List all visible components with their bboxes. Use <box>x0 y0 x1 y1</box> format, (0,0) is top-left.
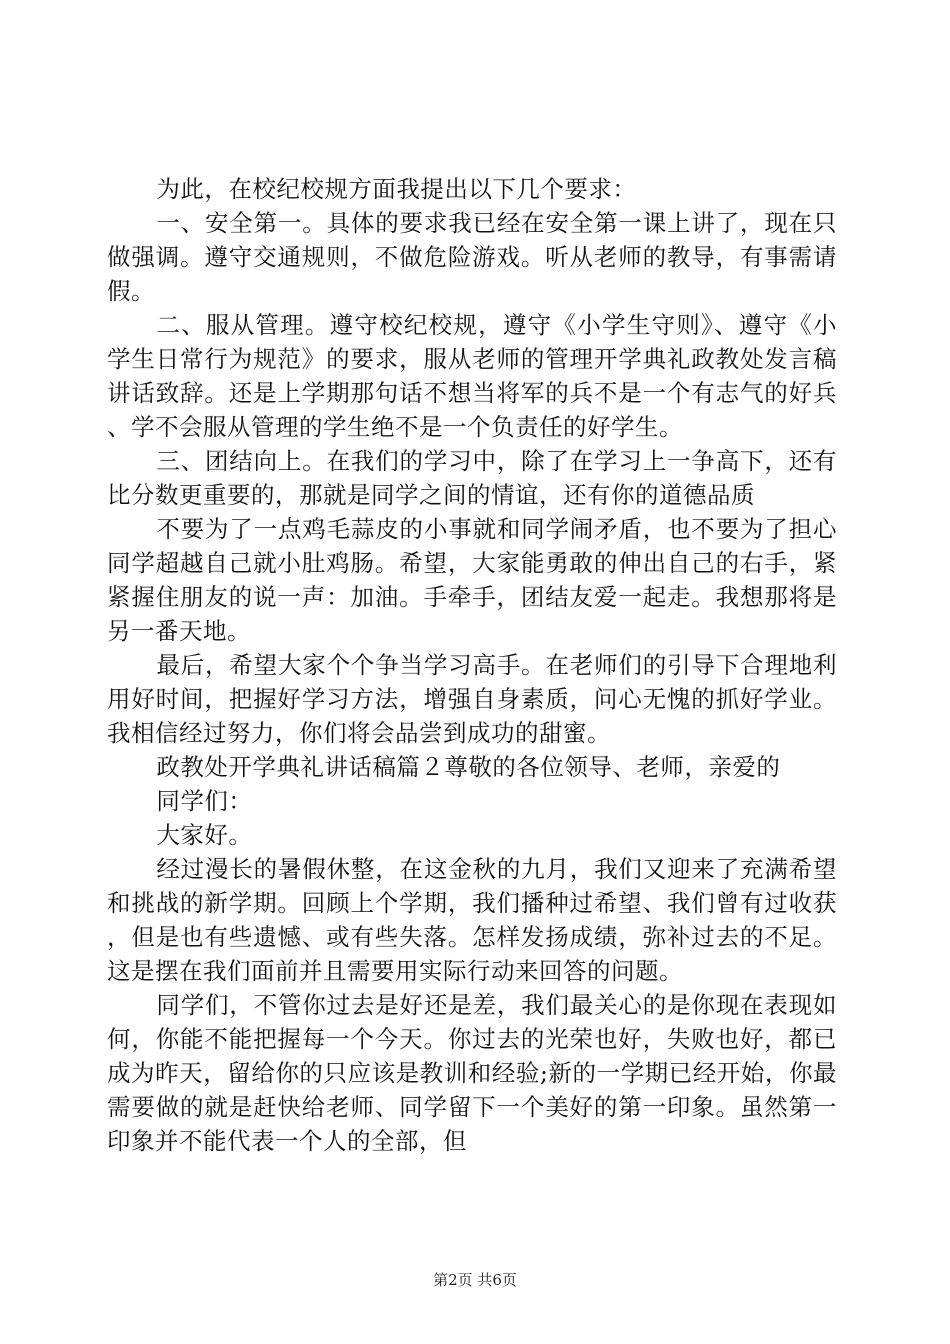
page-number-footer: 第2页 共6页 <box>433 1271 517 1289</box>
paragraph-first-impression: 同学们，不管你过去是好还是差，我们最关心的是你现在表现如何，你能不能把握每一个今天。你过去的光荣也好，失败也好，都已成为昨天，留给你的只应该是教训和经验;新的一学期已经开始，你最需要做的就是赶快给老师、同学留下一个美好的第一印象。虽然第一印象并不能代表一个人的全部，但 <box>107 991 837 1155</box>
paragraph-safety-first: 一、安全第一。具体的要求我已经在安全第一课上讲了，现在只做强调。遵守交通规则，不做危险游戏。听从老师的教导，有事需请假。 <box>107 209 837 305</box>
paragraph-no-conflict: 不要为了一点鸡毛蒜皮的小事就和同学闹矛盾，也不要为了担心同学超越自己就小肚鸡肠。希望，大家能勇敢的伸出自己的右手，紧紧握住朋友的说一声：加油。手牵手，团结友爱一起走。我想那将是另一番天地。 <box>107 515 837 645</box>
paragraph-finally: 最后，希望大家个个争当学习高手。在老师们的引导下合理地利用好时间，把握好学习方法，增强自身素质，问心无愧的抓好学业。我相信经过努力，你们将会品尝到成功的甜蜜。 <box>107 651 837 747</box>
paragraph-speech-2-heading: 政教处开学典礼讲话稿篇２尊敬的各位领导、老师，亲爱的 <box>156 753 781 781</box>
paragraph-greeting: 大家好。 <box>156 821 253 849</box>
paragraph-salutation: 同学们： <box>156 787 253 815</box>
paragraph-requirements-intro: 为此，在校纪校规方面我提出以下几个要求： <box>156 175 637 203</box>
paragraph-obey-management: 二、服从管理。遵守校纪校规，遵守《小学生守则》、遵守《小学生日常行为规范》的要求，服从老师的管理开学典礼政教处发言稿讲话致辞。还是上学期那句话不想当将军的兵不是一个有志气的好兵、学不会服从管理的学生绝不是一个负责任的好学生。 <box>107 311 837 441</box>
paragraph-unity: 三、团结向上。在我们的学习中，除了在学习上一争高下，还有比分数更重要的，那就是同学之间的情谊，还有你的道德品质 <box>107 447 837 509</box>
document-body <box>107 172 837 1158</box>
paragraph-new-semester: 经过漫长的暑假休整，在这金秋的九月，我们又迎来了充满希望和挑战的新学期。回顾上个学期，我们播种过希望、我们曾有过收获，但是也有些遗憾、或有些失落。怎样发扬成绩，弥补过去的不足。这是摆在我们面前并且需要用实际行动来回答的问题。 <box>107 855 837 985</box>
